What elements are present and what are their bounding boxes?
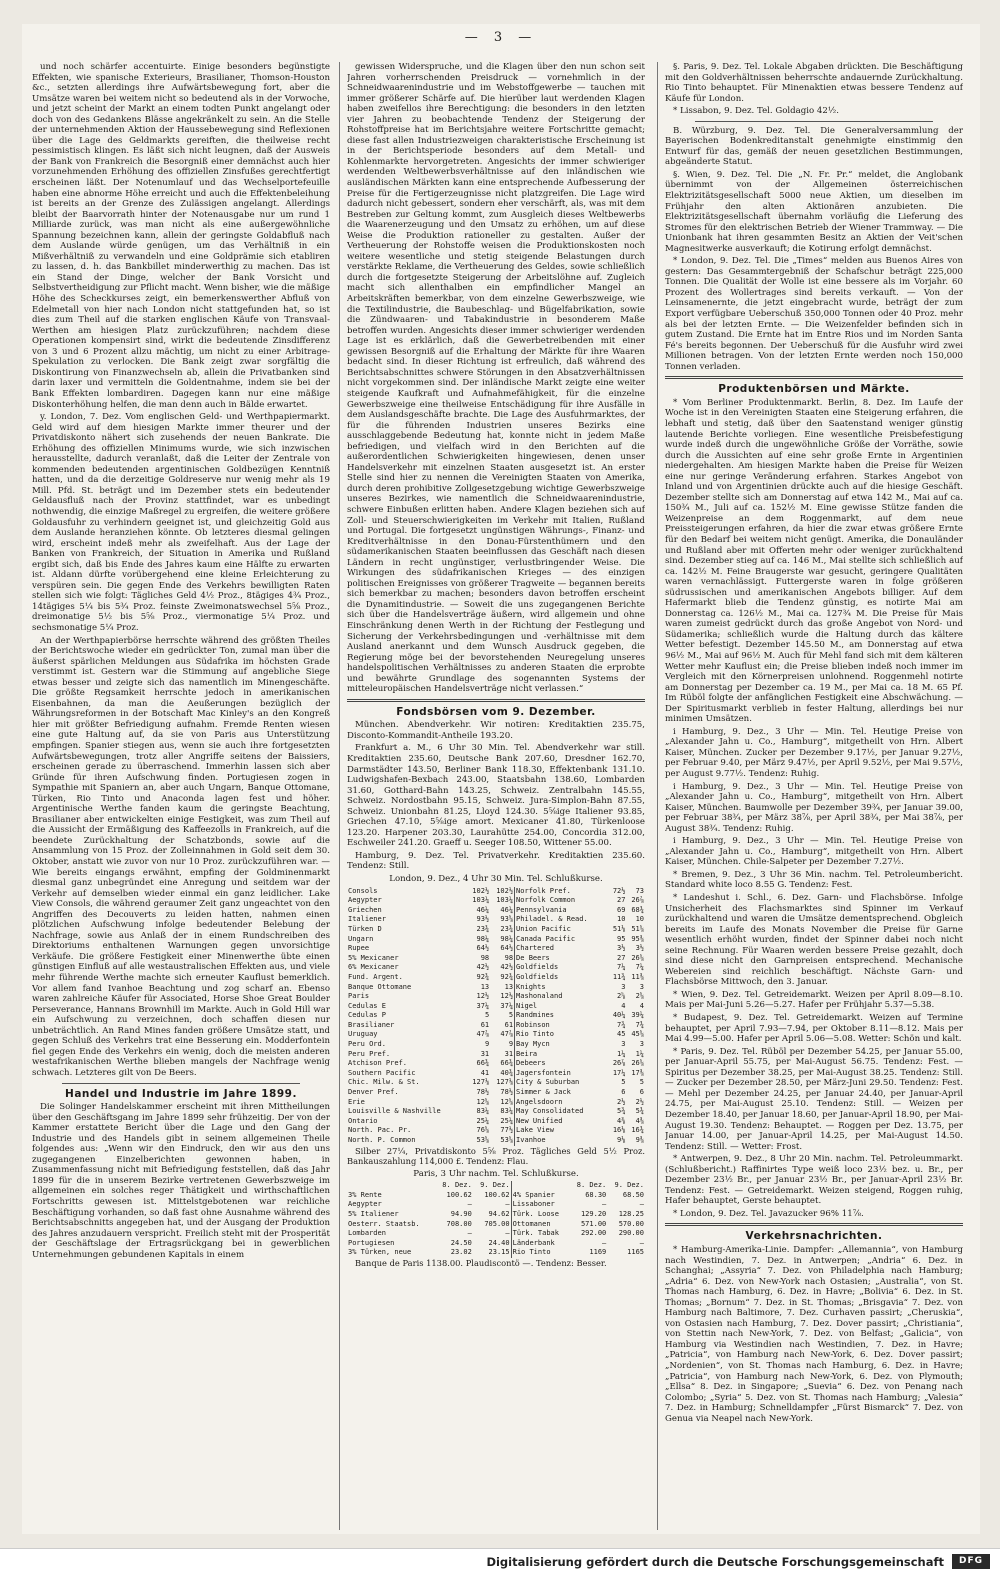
quote-value: 64½ [500, 944, 514, 953]
quote-value: 571.00 [580, 1219, 607, 1228]
quote-value: 45 [617, 1030, 626, 1039]
article-paragraph: * Hamburg-Amerika-Linie. Dampfer: „Allemannia“, von Hamburg nach Westindien, 7. Dez. in Antwerpen; „Andria“ 6. Dez. in Schanghai; „Assyria“ 7. Dez. von Philadelphia nach Hamburg; „Adria“ 6. Dez. von New-York nach Ostasien; „Australia“, von St. Thomas nach Hamburg, 6. Dez. in Havre; „Bolivia“ 6. Dez. in St. Thomas; „Bornum“ 7. Dez. in St. Thomas; „Brisgavia“ 7. Dez. von Hamburg nach Baltimore, 7. Dez. Curhaven passirt; „Cheruskia“, von Ostasien nach Hamburg, 7. Dez. Dover passirt; „Christiania“, von Stettin nach New-York, 7. Dez. von Belfast; „Galicia“, von Hamburg via Westindien nach Westindien, 7. Dez. in Havre; „Patricia“, von Hamburg nach New-York, 6. Dez. Dover passirt; „Nordenien“, von St. Thomas nach Hamburg, 6. Dez. in Havre; „Patricia“, von Hamburg nach New-York, 6. Dez. von Plymouth; „Ellsa“ 8. Dez. in Singapore; „Suevia“ 6. Dez. von Penang nach Colombo; „Syria“ 5. Dez. von St. Thomas nach Hamburg; „Valesia“ 7. Dez. in Hamburg; Schnelldampfer „Fürst Bismarck“ 7. Dez. von Genua via Neapel nach New-York. [665, 1244, 963, 1424]
quote-value: 7¾ [617, 1020, 626, 1029]
market-report: * Paris, 9. Dez. Tel. Rüböl per Dezember 54.25, per Januar 55.00, per Januar-April 55.75, per Mai-August 56.75. Tendenz: Fest. — Spiritus per Dezember 38.25, per Mai-August 38.25. Tendenz: Still. — Zucker per Dezember 28.50, per März-Juni 29.50. Tendenz: Fest. — Mehl per Dezember 24.25, per Januar 24.40, per Januar-April 24.75, per Mai-August 25.10. Tendenz: Still. — Weizen per Dezember 18.40, per Januar 18.60, per Januar-April 18.90, per Mai-August 19.30. Tendenz: Behauptet. — Roggen per Dez. 13.75, per Januar 14.00, per Januar-April 14.25, per Mai-August 14.50. Tendenz: Still. — Wetter: Frost. [665, 1046, 963, 1152]
market-report: i Hamburg, 9. Dez., 3 Uhr — Min. Tel. Heutige Preise von „Alexander Jahn u. Co., Hamburg“, mitgetheilt von Hrn. Albert Kaiser, München. Baumwolle per Dezember 39¾, per Januar 39.00, per Februar 38¾, per März 38⅞, per April 38¾, per Mai 38⅞, per August 38¾. Tendenz: Ruhig. [665, 781, 963, 834]
security-name: Fund. Argent. [348, 972, 403, 981]
quote-value: 24.50 [450, 1238, 472, 1247]
quote-value: 25¼ [500, 1116, 514, 1125]
quote-value: 51⅛ [612, 924, 626, 933]
quote-value: — [639, 1200, 644, 1209]
quote-value: 127⅛ [472, 1078, 490, 1087]
security-name: Ontario [348, 1116, 378, 1125]
quote-value: 93½ [476, 915, 490, 924]
quote-value: 13 [504, 982, 514, 991]
market-report-frankfurt: Frankfurt a. M., 6 Uhr 30 Min. Tel. Abendverkehr war still. Kreditaktien 235.60, Deutsche Bank 207.60, Dresdner 162.70, Darmstädter 143.50, Berliner Bank 118.30, Effektenbank 131.10. Ludwigshafen-Bexbach 243.00, Staatsbahn 138.60, Lombarden 31.60, Gotthard-Bahn 143.25, Schweiz. Zentralbahn 145.55, Schweiz. Nordostbahn 95.15, Schweiz. Jura-Simplon-Bahn 87.55, Schweiz. Unionbahn 81.25, Lloyd 124.30. 5⅝ige Italiener 93.85, Griechen 47.10, 5⅝ige amort. Mexicaner 41.80, Türkenloose 123.20. Harpener 203.30, Laurahütte 254.00, Concordia 312.00, Eschweiler 241.20. Graeff u. Seeger 108.50, Wittener 55.00. [347, 743, 645, 849]
article-paragraph: und noch schärfer accentuirte. Einige besonders begünstigte Effekten, wie spanische Exterieurs, Brasilianer, Thomson-Houston &c., setzten allerdings ihre Aufwärtsbewegung fort, aber die Umsätze waren bei weitem nicht so bedeutend als in der Vorwoche, und jetzt scheint der Markt an einem todten Punkt angelangt oder doch von des Gedankens Blässe angekränkelt zu sein. An die Stelle der unternehmenden Aktion der Haussebewegung sind Reflexionen über die Lage des Geldmarkts gereiften, die theilweise recht pessimistisch klingen. Es läßt sich nicht leugnen, daß der Ausweis der Bank von Frankreich die Besorgniß einer demnächst auch hier vorzunehmenden Erhöhung des offiziellen Zinsfußes gerechtfertigt erscheinen läßt. Der Notenumlauf und das Wechselportefeuille haben eine abnorme Höhe erreicht und auch die Effektenbeleihung ist bereits an der Grenze des Zulässigen angelangt. Allerdings bleibt der Baarvorrath hinter der Notenausgabe nur um rund 1 Milliarde zurück, was man nicht als eine außergewöhnliche Spannung bezeichnen kann, allein der geringste Goldabfluß nach dem Auslande würde genügen, um das Verhältniß in ein Mißverhältniß zu verwandeln und eine Goldprämie sich etabliren zu lassen, d. h. das Bankbillet minderwerthig zu machen. Das ist ein Stand der Dinge, welcher der Bank Vorsicht und Selbstvertheidigung zur Pflicht macht. Wenn bisher, wie die mäßige Höhe des Scheckkurses zeigt, ein bemerkenswerther Abfluß von Edelmetall von hier nach London nicht stattgefunden hat, so ist dies zum Theil auf die starken englischen Käufe von Transvaal-Werthen am hiesigen Platz zurückzuführen; nachdem diese Operationen kompensirt sind, wirkt die bedeutende Zinsdifferenz von 3 und 6 Prozent allzu mächtig, um nicht zu einer Arbitrage-Spekulation zu verlocken. Die Bank zeigt zwar sorgfältig die Diskontirung von Finanzwechseln ab, allein die Privatbanken sind darin laxer und vermitteln die Goldentnahme, indem sie bei der Bank Effekten lombardiren. Dagegen kann nur eine mäßige Diskonterhöhung helfen, die man denn auch in Bälde erwartet. [32, 62, 330, 410]
market-report: i Hamburg, 9. Dez., 3 Uhr — Min. Tel. Heutige Preise von „Alexander Jahn u. Co., Hamburg“, mitgetheilt von Hrn. Albert Kaiser, München. Zucker per Dezember 9.17½, per Januar 9.27½, per Februar 9.40, per März 9.47½, per April 9.52½, per Mai 9.57½, per August 9.77½. Tendenz: Ruhig. [665, 726, 963, 779]
quote-value: 12⅝ [500, 1097, 514, 1106]
security-name: Denver Pref. [348, 1088, 399, 1097]
quote-value: 46¼ [476, 905, 490, 914]
quote-value: 292.00 [580, 1229, 607, 1238]
footer-credit: Digitalisierung gefördert durch die Deutsche Forschungsgemeinschaft [486, 1555, 944, 1569]
quote-value: 12½ [476, 992, 490, 1001]
quote-row [347, 915, 645, 925]
article-paragraph: Die Solinger Handelskammer erscheint mit ihren Mittheilungen über den Geschäftsgang im Jahre 1899 sehr frühzeitig. Der von der Kammer erstattete Bericht über die Lage und den Gang der Industrie und des Handels gibt in seinem allgemeinen Theile folgendes aus: „Wenn wir den Eindruck, den wir aus den uns zugegangenen Einzelberichten gewonnen haben, in Zusammenfassung nicht mit Befriedigung feststellen, daß das Jahr 1899 für die in unserem Bezirke vertretenen Gewerbszweige im allgemeinen ein solches reger Thätigkeit und wirthschaftlichen Fortschritts gewesen ist. Mittelstgebotenen war reichliche Beschäftigung vorhanden, so daß fast ohne Ausnahme während des Berichtsabschnitts angegeben hat, und der Ausgang der Produktion des Jahres anzudauern verspricht. Freilich steht mit der Prosperität der Geschäftslage der Ertragsrückgang bei in gewerblichen Unternehmungen gebundenen Kapitals in einem [32, 1102, 330, 1260]
quote-value: 100.62 [446, 1190, 472, 1199]
quote-value: 3½ [617, 944, 626, 953]
quote-value: 11¾ [612, 972, 626, 981]
quote-value: 6 [639, 1088, 644, 1097]
quote-value: 4⅜ [635, 1116, 644, 1125]
market-report-hamburg: Hamburg, 9. Dez. Tel. Privatverkehr. Kreditaktien 235.60. Tendenz: Still. [347, 850, 645, 872]
page-number: — 3 — [464, 30, 538, 45]
quote-row [347, 1011, 645, 1021]
section-heading-handel: Handel und Industrie im Jahre 1899. [65, 1087, 297, 1100]
london-quotes-heading: London, 9. Dez., 4 Uhr 30 Min. Tel. Schlußkurse. [389, 874, 603, 885]
security-name: 3% Rente [348, 1190, 382, 1199]
security-name: Lake View [515, 1126, 608, 1136]
quote-value: 26⅞ [631, 896, 644, 905]
quote-value: 127⅛ [496, 1078, 514, 1087]
article-paragraph: * Lissabon, 9. Dez. Tel. Goldagio 42½. [673, 106, 839, 117]
security-name: Atchison Pref. [348, 1059, 408, 1068]
quote-value: 53⅝ [476, 1136, 490, 1144]
market-report: * Wien, 9. Dez. Tel. Getreidemarkt. Weizen per April 8.09—8.10. Mais per Mai-Juni 5.26—5.27. Hafer per Frühjahr 5.37—5.38. [665, 989, 963, 1011]
security-name: 6% Mexicaner [348, 963, 399, 972]
quote-value: 26⅝ [631, 1059, 644, 1068]
security-name: Lissaboner [511, 1200, 569, 1210]
column-3 [665, 62, 963, 1530]
column-2 [347, 62, 645, 1530]
quote-value: 26⅝ [631, 953, 644, 962]
quote-value: 26⅞ [612, 1059, 626, 1068]
quote-value: 3 [621, 982, 626, 991]
column-rule-2 [657, 62, 658, 1530]
quote-value: 16¾ [631, 1126, 644, 1135]
quote-value: 7¼ [635, 963, 644, 972]
security-name: Aegypter [348, 896, 382, 905]
digitization-footer [0, 1548, 1000, 1575]
quote-value: 25¼ [476, 1116, 490, 1125]
quote-value: 3 [639, 1040, 644, 1049]
quote-value: 83¼ [476, 1107, 490, 1116]
security-name: Philadel. & Read. [515, 915, 608, 925]
quote-value: 4⅜ [617, 1116, 626, 1125]
quote-value: 2½ [635, 1097, 644, 1106]
security-name: Ungarn [348, 934, 374, 943]
quote-value: 77½ [500, 1126, 514, 1135]
security-name: Rio Tinto [515, 1030, 608, 1040]
security-name: Jagersfontein [515, 1069, 608, 1079]
quote-value: 69 [617, 905, 626, 914]
security-name: Peru Ord. [348, 1040, 386, 1049]
article-paragraph: §. Wien, 9. Dez. Tel. Die „N. Fr. Pr.“ meldet, die Anglobank übernimmt von der Allgemeinen österreichischen Elektrizitätsgesellschaft 5000 neue Aktien, um dieselben im Frühjahr den alten Aktionären anzubieten. Die Elektrizitätsgesellschaft übernahm vorläufig die Lieferung des Stromes für den elektrischen Betrieb der Wiener Trammway. — Die Unionbank hat ihren gesammten Besitz an Aktien der Veit'schen Magnesitwerke ausverkauft; die Kotirung erfolgt demnächst. [665, 169, 963, 254]
quote-value: 45⅝ [631, 1030, 644, 1039]
article-paragraph: y. London, 7. Dez. Vom englischen Geld- und Werthpapiermarkt. Geld wird auf dem hiesigen Markte immer theurer und der Privatdiskonto nähert sich zusehends der neuen Bankrate. Die Erhöhung des offiziellen Minimums wurde, wie sich inzwischen herausstellte, dadurch veranlaßt, daß die Leiter der Zentrale von kommenden bedeutenden argentinischen Goldbezügen Kenntniß hatten, und da die derzeitige Goldreserve nur wenig mehr als 19 Mill. Pfd. St. beträgt und im Dezember stets ein bedeutender Geldausfluß nach der Provinz stattfindet, war es unbedingt nothwendig, die einzige Maßregel zu ergreifen, die weitere größere Goldausfuhr zu verhindern geeignet ist, und gleichzeitig Gold aus dem Auslande heranziehen könnte. Ob letzteres diesmal gelingen wird, erscheint indeß mehr als zweifelhaft. Aus der Lage der Banken von Frankreich, der Situation in Amerika und Rußland ergibt sich, daß bis Ende des Jahres kaum eine Hälfte zu erwarten ist. Aldann dürfte vorübergehend eine kleine Erleichterung zu verspüren sein. Die gegen Ende des Verkehrs bewilligten Raten stellen sich wie folgt: Tägliches Geld 4½ Proz., 8tägiges 4¾ Proz., 14tägiges 5¼ bis 5¾ Proz. feinste Zweimonatswechsel 5⅝ Proz., dreimonatige 5½ bis 5⅝ Proz., viermonatige 5¼ Proz. und sechsmonatige 5¼ Proz. [32, 412, 330, 633]
quote-value: 100.62 [484, 1190, 510, 1199]
quote-value: — [639, 1238, 644, 1247]
quote-row [347, 1021, 645, 1031]
quote-value: 4 [621, 1001, 626, 1010]
security-name: 3% Türken, neue [348, 1248, 412, 1257]
quote-value: 98¼ [500, 934, 514, 943]
quote-value: 3½ [635, 944, 644, 953]
quote-value: 95 [617, 934, 626, 943]
article-paragraph: * London, 9. Dez. Tel. Die „Times“ melden aus Buenos Aires von gestern: Das Gesammtergebniß der Schafschur beträgt 225,000 Tonnen. Die Qualität der Wolle ist eine bessere als im Vorjahr. 60 Prozent des Wollertrages sind bereits verkauft. — Von der Leinsamenernte, die jetzt eingebracht wurde, beträgt der zum Export verfügbare Ueberschuß 350,000 Tonnen oder 40 Proz. mehr als bei der letzten Ernte. — Die Weizenfelder befinden sich in gutem Zustand. Die Ernte hat im Entre Rios und im Norden Santa Fé's bereits begonnen. Der Ueberschuß für die Ausfuhr wird zwei Millionen betragen. Von der letzten Ernte werden noch 150,000 Tonnen verladen. [665, 256, 963, 372]
security-name: Griechen [348, 905, 382, 914]
security-name: Rupee [348, 944, 370, 953]
quote-value: 3 [621, 1040, 626, 1049]
quote-value: 5¾ [617, 1107, 626, 1116]
quote-value: — [467, 1229, 472, 1238]
quote-value: 9⅜ [635, 1136, 644, 1144]
quote-value: 78½ [500, 1088, 514, 1097]
quote-value: 9 [484, 1040, 490, 1049]
quote-row [347, 887, 645, 897]
quote-value: 290.00 [618, 1229, 644, 1238]
security-name: Knights [515, 983, 608, 993]
article-paragraph: §. Paris, 9. Dez. Tel. Lokale Abgaben drückten. Die Beschäftigung mit den Goldverhältnissen beherrschte andauernde Zurückhaltung. Rio Tinto behauptet. Für Minenaktien etwas bessere Tendenz auf Käufe für London. [665, 62, 963, 104]
quote-value: 10 [617, 915, 626, 924]
separator [695, 121, 933, 122]
quote-value: 66¾ [500, 1059, 514, 1068]
quote-value: 10 [635, 915, 644, 924]
quote-value: 2⅝ [635, 992, 644, 1001]
quote-value: 98 [480, 953, 490, 962]
security-name: Erie [348, 1097, 365, 1106]
quote-value: 24.40 [488, 1238, 510, 1247]
quote-value: 61 [504, 1020, 514, 1029]
security-name: 5% Mexicaner [348, 953, 399, 962]
quote-row [347, 1239, 645, 1249]
security-name: Peru Pref. [348, 1049, 391, 1058]
quote-row [347, 1126, 645, 1136]
security-name: Rio Tinto [511, 1248, 569, 1258]
security-name: Italiener [348, 915, 386, 924]
quote-row [347, 1136, 645, 1146]
security-name: Norfolk Pref. [515, 887, 608, 897]
article-paragraph: An der Werthpapierbörse herrschte während des größten Theiles der Berichtswoche wieder ein gedrückter Ton, zumal man über die äußerst spärlichen Meldungen aus Südafrika im höchsten Grade verstimmt ist. Gestern war die Stimmung auf angebliche Siege etwas besser und zeigte sich das namentlich im Minengeschäfte. Die größte Regsamkeit herrschte jedoch in amerikanischen Eisenbahnen, da man die Aeußerungen bezüglich der Währungsreformen in der Botschaft Mac Kinley's an den Kongreß hier mit größter Befriedigung aufnahm. Fremde Renten wiesen eine gute Haltung auf, da sie von Paris aus Unterstützung empfingen. Spanier stiegen aus, wenn sie auch ihre fortgesetzten Aufwärtsbewegungen, trotz aller Angriffe seitens der Baissiers, erscheinen gerade zu überraschend. Immerhin lassen sich aber Gründe für ihren Aufschwung finden. Portugiesen zogen in Sympathie mit Spaniern an, aber auch Ungarn, Banque Ottomane, Türken, Rio Tinto und Anaconda lagen fest und höher. Argentinische Werthe fanden kaum die geringste Beachtung, Brasilianer aber entwickelten einige Festigkeit, was zum Theil auf die Aussicht der Ermäßigung des Kaffeezolls in Frankreich, auf die beendete Zurückhaltung der Schatzbonds, sowie auf die Ansammlung von 15 Proz. der Zolleinnahmen in Gold seit dem 30. Oktober, anstatt wie zuvor von nur 10 Proz. zurückzuführen war. — Wie bereits eingangs erwähnt, empfing der Goldminenmarkt diesmal ganz unbegründet eine Anregung und seitdem war der Verkehr auf demselben wieder einmal ein ganz leidlicher. Lake View Consols, die während geraumer Zeit ganz ungeachtet von den Angriffen des Decouverts zu leiden hatten, nahmen einen plötzlichen Aufschwung infolge bedeutender Belebung der Nachfrage, sowie aus Anlaß der in einem Rundschreiben des Direktoriums enthaltenen Warnungen gegen unvorsichtige Verkäufe. Die größere Festigkeit einer Minenwerthe übte einen günstigen Einfluß auf alle westaustralischen Effekten aus, und viele mehr führende Werthe machte sich erneuter Kauflust bemerklich. Vor allem fand Ivanhoe Beachtung und zog scharf an. Ebenso waren zahlreiche Käufer für Associated, Horse Shoe Great Boulder Perseverance, Hannans Brownhill im Markte. Auch in Gold Hill war ein Aufschwung zu verzeichnen, doch schaffen diesen nur unbeträchtlich. An Rand Mines fanden größere Umsätze statt, und gegen Schluß des Verkehrs trat eine Besserung ein. Modderfontein fiel gegen Ende des Verkehrs ein wenig, doch die meisten anderen westafrikanischen Werthe blieben mangels der Nachfrage wenig schwach. Letzteres gilt von De Beers. [32, 635, 330, 1078]
newspaper-page [22, 24, 980, 1534]
security-name: Consols [348, 886, 378, 895]
date-header: 8. Dez. [576, 1181, 607, 1190]
quote-row [347, 1200, 645, 1210]
security-name: Debeers [515, 1059, 608, 1069]
separator [347, 699, 645, 702]
dfg-logo: DFG [952, 1554, 990, 1569]
date-header: 8. Dez. [442, 1181, 472, 1190]
london-quotes-table [347, 887, 645, 1146]
quote-value: 1169 [589, 1248, 607, 1257]
quote-value: 94.90 [450, 1210, 472, 1219]
market-report: * Bremen, 9. Dez., 3 Uhr 36 Min. nachm. Tel. Petroleumbericht. Standard white loco 8.55 G. Tendenz: Fest. [665, 869, 963, 891]
quote-value: 7¼ [617, 963, 626, 972]
quote-row [347, 1030, 645, 1040]
security-name: City & Suburban [515, 1078, 608, 1088]
quote-value: 68¾ [631, 905, 644, 914]
quote-value: 42½ [476, 963, 490, 972]
quote-value: 23.15 [488, 1248, 510, 1257]
security-name: Pennsylvania [515, 906, 608, 916]
quote-value: 9⅛ [617, 1136, 626, 1144]
market-report-muenchen: München. Abendverkehr. Wir notiren: Kreditaktien 235.75, Disconto-Kommandit-Antheile 193.20. [347, 720, 645, 741]
quote-value: 1¼ [617, 1049, 626, 1058]
security-name: Banque Ottomane [348, 982, 412, 991]
quote-value: 68.30 [585, 1190, 607, 1199]
quote-value: 13 [480, 982, 490, 991]
security-name: Cedulas P [348, 1011, 386, 1020]
security-name: Angelsdoorn [515, 1098, 608, 1108]
quote-row [347, 954, 645, 964]
quote-value: — [505, 1229, 510, 1238]
quote-row [347, 1117, 645, 1127]
quote-value: 12½ [500, 992, 514, 1001]
column-rule-1 [339, 62, 340, 1530]
quote-value: 5 [508, 1011, 514, 1020]
section-heading-verkehr: Verkehrsnachrichten. [745, 1230, 883, 1243]
quote-value: 47⅞ [500, 1030, 514, 1039]
security-name: Beira [515, 1050, 608, 1060]
quote-value: — [467, 1200, 472, 1209]
security-name: Union Pacific [515, 925, 608, 935]
quote-row [347, 896, 645, 906]
date-header: 9. Dez. [614, 1181, 644, 1190]
separator [665, 1223, 963, 1226]
quote-value: 7¾ [635, 1020, 644, 1029]
london-quotes-note: Silber 27¼, Privatdiskonto 5⅝ Proz. Tägliches Geld 5½ Proz. Bankauszahlung 114,000 £. Tendenz: Flau. [347, 1145, 645, 1167]
quote-value: 129.20 [580, 1210, 607, 1219]
quote-value: 37¼ [476, 1001, 490, 1010]
quote-row [347, 1059, 645, 1069]
quote-value: 23.02 [450, 1248, 472, 1257]
quote-value: 27 [617, 953, 626, 962]
section-heading-fondsboersen: Fondsbörsen vom 9. Dezember. [396, 705, 596, 718]
section-heading-produkten: Produktenbörsen und Märkte. [718, 383, 910, 396]
quote-value: 11⅜ [631, 972, 644, 981]
quote-row [347, 973, 645, 983]
quote-value: 47⅞ [476, 1030, 490, 1039]
article-paragraph: B. Würzburg, 9. Dez. Tel. Die Generalversammlung der Bayerischen Bodenkreditanstalt genehmigte einstimmig den Entwurf für das, gemäß der neuen gesetzlichen Bestimmungen, abgeänderte Statut. [665, 125, 963, 168]
quote-row [347, 963, 645, 973]
quote-value: 708.00 [446, 1219, 472, 1228]
security-name: Oesterr. Staatsb. [348, 1219, 420, 1228]
security-name: Randmines [515, 1011, 608, 1021]
quote-row [347, 1069, 645, 1079]
quote-row [347, 1040, 645, 1050]
quote-value: 5¾ [635, 1107, 644, 1116]
quote-value: 98¼ [476, 934, 490, 943]
quote-row [347, 906, 645, 916]
market-report: i Hamburg, 9. Dez., 3 Uhr — Min. Tel. Heutige Preise von „Alexander Jahn u. Co., Hamburg“, mitgetheilt von Hrn. Albert Kaiser, München. Chile-Salpeter per Dezember 7.27½. [665, 836, 963, 868]
quote-value: 570.00 [618, 1219, 644, 1228]
quote-value: 17¼ [612, 1068, 626, 1077]
security-name: Ottomanen [511, 1220, 569, 1230]
security-name: 5% Italiener [348, 1210, 399, 1219]
quote-value: 41 [480, 1068, 490, 1077]
market-report: * London, 9. Dez. Tel. Javazucker 96% 11⅞. [673, 1208, 864, 1219]
security-name: Länderbank [511, 1239, 569, 1249]
security-name: Bay Mycn [515, 1040, 608, 1050]
quote-row [347, 1191, 645, 1201]
quote-row [347, 1050, 645, 1060]
security-name: Louisville & Nashville [348, 1107, 441, 1116]
security-name: North. P. Common [348, 1136, 416, 1144]
quote-value: 76⅝ [476, 1126, 490, 1135]
quote-value: 73 [635, 886, 644, 895]
quote-row [347, 1248, 645, 1258]
quote-value: 93⅝ [500, 915, 514, 924]
security-name: 4% Spanier [511, 1191, 569, 1201]
quote-value: 2½ [617, 1097, 626, 1106]
security-name: Portugiesen [348, 1238, 395, 1247]
security-name: Goldfields [515, 973, 608, 983]
quote-value: 95⅜ [631, 934, 644, 943]
quote-value: 51⅝ [631, 924, 644, 933]
quote-value: 102½ [472, 886, 490, 895]
market-report: * Landeshut i. Schl., 6. Dez. Garn- und Flachsbörse. Infolge Unsicherheit des Flachsmarktes sind Spinner im Verkauf zurückhaltend und waren die Umsätze dementsprechend. Obgleich bereits im Laufe des Monats November die Preise für Garne wesentlich erhöht wurden, findet der Spinner dabei noch nicht seine Rechnung. Für Waaren werden bessere Preise gezahlt, doch sind diese nicht den Garnpreisen entsprechend. Mechanische Webereien sind reichlich beschäftigt. Nächste Garn- und Flachsbörse Mittwoch, den 3. Januar. [665, 893, 963, 988]
quote-value: 66¾ [476, 1059, 490, 1068]
market-report: * Budapest, 9. Dez. Tel. Getreidemarkt. Weizen auf Termine behauptet, per April 7.93—7.94, per Oktober 8.11—8.12. Mais per Mai 4.99—5.00. Hafer per April 5.06—5.08. Wetter: Schön und kalt. [665, 1013, 963, 1045]
quote-value: 128.25 [618, 1210, 644, 1219]
security-name: Türk. Tabak [511, 1229, 569, 1239]
paris-quotes-note: Banque de Paris 1138.00. Plaudiscontö —. Tendenz: Besser. [355, 1257, 607, 1268]
quote-value: 94.62 [488, 1210, 510, 1219]
security-name: Lombarden [348, 1229, 386, 1238]
security-name: Norfolk Common [515, 896, 608, 906]
quote-value: 3 [639, 982, 644, 991]
quote-value: 92¾ [500, 972, 514, 981]
quote-value: 27 [617, 896, 626, 905]
security-name: Simmer & Jack [515, 1088, 608, 1098]
security-name: Chartered [515, 944, 608, 954]
security-name: Türk. Loose [511, 1210, 569, 1220]
quote-value: 6 [621, 1088, 626, 1097]
paris-quotes-table [347, 1181, 645, 1258]
security-name: Mashonaland [515, 992, 608, 1002]
quote-value: 42½ [500, 963, 514, 972]
quote-value: 78½ [476, 1088, 490, 1097]
market-report: * Antwerpen, 9. Dez., 8 Uhr 20 Min. nachm. Tel. Petroleummarkt. (Schlußbericht.) Raffinirtes Type weiß loco 23½ bez. u. Br., per Dezember 23½ Br., per Januar 23½ Br., per Januar-April 23½ Br. Tendenz: Fest. — Getreidemarkt. Weizen steigend, Roggen ruhig, Hafer behauptet, Gerste behauptet. [665, 1154, 963, 1207]
quote-value: 23¾ [500, 924, 514, 933]
quote-value: 12⅝ [476, 1097, 490, 1106]
security-name: Goldfields [515, 963, 608, 973]
quote-value: 23¾ [476, 924, 490, 933]
security-name: Uruguay [348, 1030, 378, 1039]
market-report: * Vom Berliner Produktenmarkt. Berlin, 8. Dez. Im Laufe der Woche ist in den Vereinigten Staaten eine Steigerung erfahren, die lebhaft und stetig, daß über den Saatenstand weniger günstig lautende Berichte vorliegen. Eine wesentliche Preisbefestigung wurde indeß durch die ungewöhnliche Größe der Vorräthe, sowie durch die Aussichten auf eine sehr große Ernte in Argentinien niedergehalten. Am hiesigen Markte haben die Preise für Weizen eine nur geringe Veränderung erfahren. Starkes Angebot von Inland und von Argentinien drückte auch auf die hiesige Geschäft. Dezember stellte sich am Donnerstag auf etwa 142 M., Mai auf ca. 150¾ M., Juli auf ca. 152½ M. Eine gewisse Stütze fanden die Weizenpreise an dem Roggenmarkt, auf dem neue Preissteigerungen erfahren, da hier die zwar etwas größere Ernte für den Bedarf bei weitem nicht genügt. Amerika, die Donauländer und Rußland aber mit Offerten mehr oder weniger zurückhaltend sind. Dezember stieg auf ca. 146 M., Mai stellte sich schließlich auf ca. 142½ M. Feine Braugerste war gesucht, geringere Qualitäten waren vernachlässigt. Futtergerste waren in folge größeren südrussischen und amerikanischen Angebots billiger. Auf dem Hafermarkt blieb die Tendenz günstig, es notirte Mai am Donnerstag ca. 126½ M., Mai ca. 127¾ M. Die Preise für Mais waren zumeist gedrückt durch das große Angebot von Nord- und Südamerika; schließlich wurde die Haltung durch das kältere Wetter befestigt. Dezember 145.50 M., am Donnerstag auf etwa 96½ M., Mai auf 96½ M. Auch für Mehl fand sich mit dem kälteren Wetter mehr Kauflust ein; die Preise blieben indeß noch immer im Vergleich mit den Körnerpreisen unlohnend. Roggenmehl notirte am Donnerstag per Dezember ca. 19 M., per Mai ca. 18 M. 65 Pf. Im Rüböl folgte der anfänglichen Festigkeit eine Abschwächung. — Der Spiritusmarkt verblieb in fester Haltung, allerdings bei nur minimen Umsätzen. [665, 397, 963, 725]
quote-value: 46¼ [500, 905, 514, 914]
quote-row [347, 1098, 645, 1108]
quote-row [347, 1078, 645, 1088]
quote-row [347, 944, 645, 954]
date-header: 9. Dez. [480, 1181, 510, 1190]
security-name: Türken D [348, 924, 382, 933]
quote-value: 1¼ [635, 1049, 644, 1058]
quote-value: 37¼ [500, 1001, 514, 1010]
quote-value: — [602, 1238, 607, 1247]
quote-value: 40¼ [612, 1011, 626, 1020]
quote-value: 705.00 [484, 1219, 510, 1228]
quote-value: — [602, 1200, 607, 1209]
quote-value: 17⅜ [631, 1068, 644, 1077]
security-name: Brasilianer [348, 1020, 395, 1029]
quote-row [347, 1229, 645, 1239]
quote-row [347, 1107, 645, 1117]
quote-value: 40¾ [500, 1068, 514, 1077]
quote-value: 64½ [476, 944, 490, 953]
quote-value: 72½ [612, 886, 626, 895]
separator [665, 376, 963, 379]
quote-value: 5 [621, 1078, 626, 1087]
quote-value: 92¾ [476, 972, 490, 981]
quote-row [347, 925, 645, 935]
security-name: Chic. Milw. & St. [348, 1078, 420, 1087]
quote-value: 39¼ [631, 1011, 644, 1020]
quote-row [347, 992, 645, 1002]
quote-value: 1165 [627, 1248, 644, 1257]
quote-value: 102½ [496, 886, 514, 895]
paris-quotes-heading: Paris, 3 Uhr nachm. Tel. Schlußkurse. [413, 1168, 579, 1179]
security-name: New Unified [515, 1117, 608, 1127]
security-name: Paris [348, 992, 370, 1001]
quote-value: — [505, 1200, 510, 1209]
quote-row [347, 1210, 645, 1220]
security-name: Ivanhoe [515, 1136, 608, 1146]
quote-value: 31 [480, 1049, 490, 1058]
quote-row [347, 983, 645, 993]
column-1 [32, 62, 330, 1530]
security-name: Robinson [515, 1021, 608, 1031]
quote-value: 2⅝ [617, 992, 626, 1001]
security-name: Canada Pacific [515, 935, 608, 945]
quote-row [347, 1220, 645, 1230]
security-name: North. Pac. Pr. [348, 1126, 412, 1135]
security-name: Nigel [515, 1002, 608, 1012]
quote-row [347, 1088, 645, 1098]
article-paragraph: gewissen Widerspruche, und die Klagen über den nun schon seit Jahren vorherrschenden Preisdruck — vornehmlich in der Schneidwaarenindustrie und im Webstoffgewerbe — tauchen mit immer größerer Schärfe auf. Die hierüber laut werdenden Klagen haben zweifellos ihre Berechtigung: die besonders in den letzten vier Jahren zu beobachtende Tendenz der Steigerung der Rohstoffpreise hat im Berichtsjahre weitere Fortschritte gemacht; diese fast allen Industriezweigen charakteristische Erscheinung ist in der Berichtsperiode besonders auf dem Metall- und Kohlenmarkte hervorgetreten. Angesichts der immer schwieriger werdenden Weltbewerbsverhältnisse auf den inländischen wie ausländischen Märkten kann eine entsprechende Aufbesserung der Preise für die Fertigerzeugnisse nicht platzgreifen. Die Lage wird dadurch nicht gebessert, sondern eher verschärft, als, was mit dem Bestreben zur Geltung kommt, zum Ausgleich dieses Weltbewerbs die Waarenerzeugung und den Umsatz zu erhöhen, um auf diese Weise die Produktion rationeller zu gestalten. Außer der Vertheuerung der Rohstoffe weisen die Produktionskosten noch weitere wesentliche und stetig steigende Belastungen durch verstärkte Reklame, die Vertheuerung des Geldes, sowie schließlich durch die fortgesetzte Steigerung der Arbeitslöhne auf. Zugleich macht sich allenthalben ein empfindlicher Mangel an Arbeitskräften bemerkbar, von dem einzelne Gewerbszweige, wie die Textilindustrie, die Baubeschlag- und Bügelfabrikation, sowie die Zündwaaren- und Tabakindustrie in besonderem Maße betroffen wurden. Angesichts dieser immer schwieriger werdenden Lage ist es erklärlich, daß die Gewerbetreibenden mit einer gewissen Besorgniß auf die Erhaltung der Märkte für ihre Waaren bedacht sind. In dieser Richtung ist erfreulich, daß während des Berichtsabschnittes schwere Störungen in den Absatzverhältnissen nicht vorgekommen sind. Der inländische Markt zeigte eine weiter steigende Kaufkraft und Aufnahmefähigkeit, für die einzelne Gewerbszweige eine theilweise Entschädigung für ihre Ausfälle in dem Auslandsgeschäfte brachte. Die Lage des Ausfuhrmarktes, der für die führenden Industrien unseres Bezirks eine ausschlaggebende Bedeutung hat, konnte nicht in jedem Maße befriedigen, und vielfach wird in den Berichten auf die außerordentlichen Schwierigkeiten hingewiesen, denen unser Handelsverkehr mit einzelnen Staaten ausgesetzt ist. An erster Stelle sind hier zu nennen die Vereinigten Staaten von Amerika, durch deren prohibitive Zollgesetzgebung wichtige Gewerbszweige unseres Bezirkes, wie namentlich die Schneidwaarenindustrie, schwere Einbußen erlitten haben. Andere Klagen beziehen sich auf Zoll- und Steuerschwierigkeiten im Verkehr mit Italien, Rußland und Portugal. Die fortgesetzt ungünstigen Währungs-, Finanz- und Kreditverhältnisse in den Donau-Fürstenthümern und den südamerikanischen Staaten beeinflussen das Geschäft nach diesen Ländern in recht ungünstiger, verlustbringender Weise. Die Wirkungen des südafrikanischen Krieges — des einzigen politischen Ereignisses von größerer Tragweite — begannen bereits sich bemerkbar zu machen; besonders davon betroffen erscheint die Dynamitindustrie. — Soweit die uns zugegangenen Berichte sich über die Handelsverträge äußern, wird allgemein und ohne Einschränkung denen Werth in der Richtung der Festlegung und Sicherung der Verkehrsbedingungen und -verhältnisse mit dem Ausland anerkannt und dem Wunsch Ausdruck gegeben, die Regierung möge bei der bevorstehenden Neuregelung unseres handelspolitischen Verhältnisses zu anderen Staaten die erprobte und bewährte Grundlage des sogenannten Systems der mitteleuropäischen Handelsverträge nicht verlassen.“ [347, 62, 645, 695]
security-name: Cedulas E [348, 1001, 386, 1010]
quote-row [347, 1002, 645, 1012]
security-name: De Beers [515, 954, 608, 964]
separator [62, 1083, 300, 1084]
quote-value: 68.50 [622, 1190, 644, 1199]
quote-value: 83¼ [500, 1107, 514, 1116]
quote-value: 5 [639, 1078, 644, 1087]
quote-value: 4 [639, 1001, 644, 1010]
quote-value: 103¼ [496, 896, 514, 905]
quote-value: 5 [484, 1011, 490, 1020]
quote-value: 61 [480, 1020, 490, 1029]
quote-value: 16⅛ [612, 1126, 626, 1135]
quote-value: 98 [504, 953, 514, 962]
security-name: Aegypter [348, 1200, 382, 1209]
quote-value: 53⅝ [500, 1136, 514, 1144]
quote-value: 9 [508, 1040, 514, 1049]
security-name: Southern Pacific [348, 1068, 416, 1077]
quote-row [347, 935, 645, 945]
security-name: May Consolidated [515, 1107, 608, 1117]
quote-value: 103¼ [472, 896, 490, 905]
quote-value: 31 [504, 1049, 514, 1058]
